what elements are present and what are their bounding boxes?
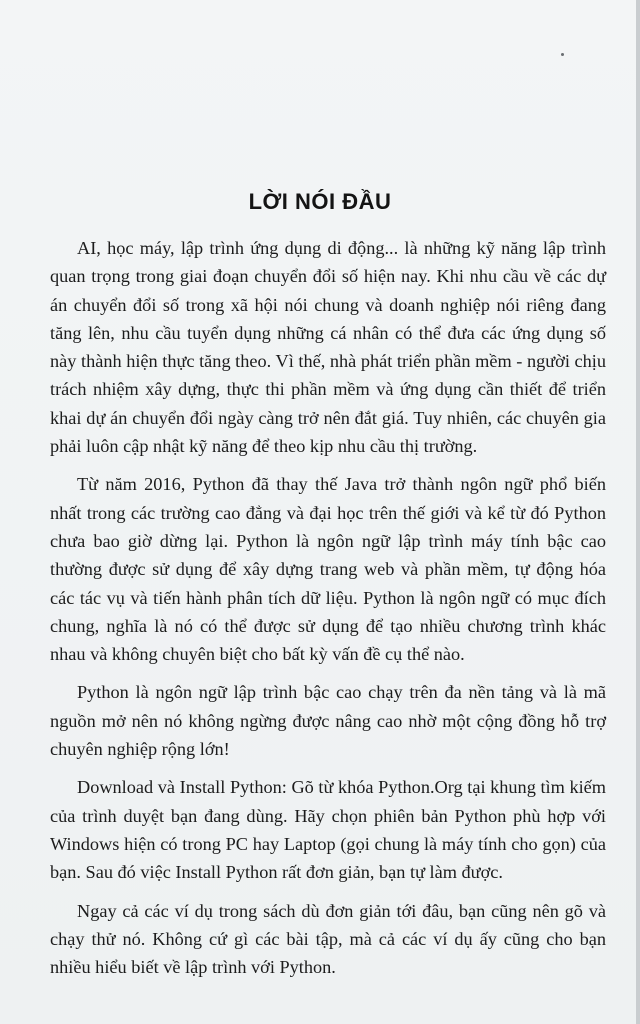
paragraph-4: Download và Install Python: Gõ từ khóa Python.Org tại khung tìm kiếm của trình duyệt bạn đang dùng. Hãy chọn phiên bản Python phù hợp với Windows hiện có trong PC hay Laptop (gọi chung là máy tính cho gọn) của bạn. Sau đó việc Install Python rất đơn giản, bạn tự làm được. — [50, 777, 606, 883]
paragraph-5: Ngay cả các ví dụ trong sách dù đơn giản tới đâu, bạn cũng nên gõ và chạy thử nó. Không cứ gì các bài tập, mà cả các ví dụ ấy cũng cho bạn nhiều hiểu biết về lập trình với Python. — [50, 900, 606, 978]
paragraph-2: Từ năm 2016, Python đã thay thế Java trở thành ngôn ngữ phổ biến nhất trong các trường cao đẳng và đại học trên thế giới và kể từ đó Python chưa bao giờ dừng lại. Python là ngôn ngữ lập trình máy tính bậc cao thường được sử dụng để xây dựng trang web và phần mềm, tự động hóa các tác vụ và tiến hành phân tích dữ liệu. Python là ngôn ngữ có mục đích chung, nghĩa là nó có thể được sử dụng để tạo nhiều chương trình khác nhau và không chuyên biệt cho bất kỳ vấn đề cụ thể nào. — [50, 474, 606, 665]
page-edge — [636, 0, 640, 1024]
print-speck — [561, 53, 564, 56]
preface-body — [50, 234, 606, 991]
paragraph-1: AI, học máy, lập trình ứng dụng di động... là những kỹ năng lập trình quan trọng trong giai đoạn chuyển đổi số hiện nay. Khi nhu cầu về các dự án chuyển đổi số trong xã hội nói chung và doanh nghiệp nói riêng đang tăng lên, nhu cầu tuyển dụng những cá nhân có thể đưa các ứng dụng số này thành hiện thực tăng theo. Vì thế, nhà phát triển phần mềm - người chịu trách nhiệm xây dựng, thực thi phần mềm và ứng dụng cần thiết để triển khai dự án chuyển đổi ngày càng trở nên đắt giá. Tuy nhiên, các chuyên gia phải luôn cập nhật kỹ năng để theo kịp nhu cầu thị trường. — [50, 238, 606, 457]
paragraph-3: Python là ngôn ngữ lập trình bậc cao chạy trên đa nền tảng và là mã nguồn mở nên nó không ngừng được nâng cao nhờ một cộng đồng hỗ trợ chuyên nghiệp rộng lớn! — [50, 682, 606, 760]
page-title: LỜI NÓI ĐẦU — [248, 188, 392, 214]
